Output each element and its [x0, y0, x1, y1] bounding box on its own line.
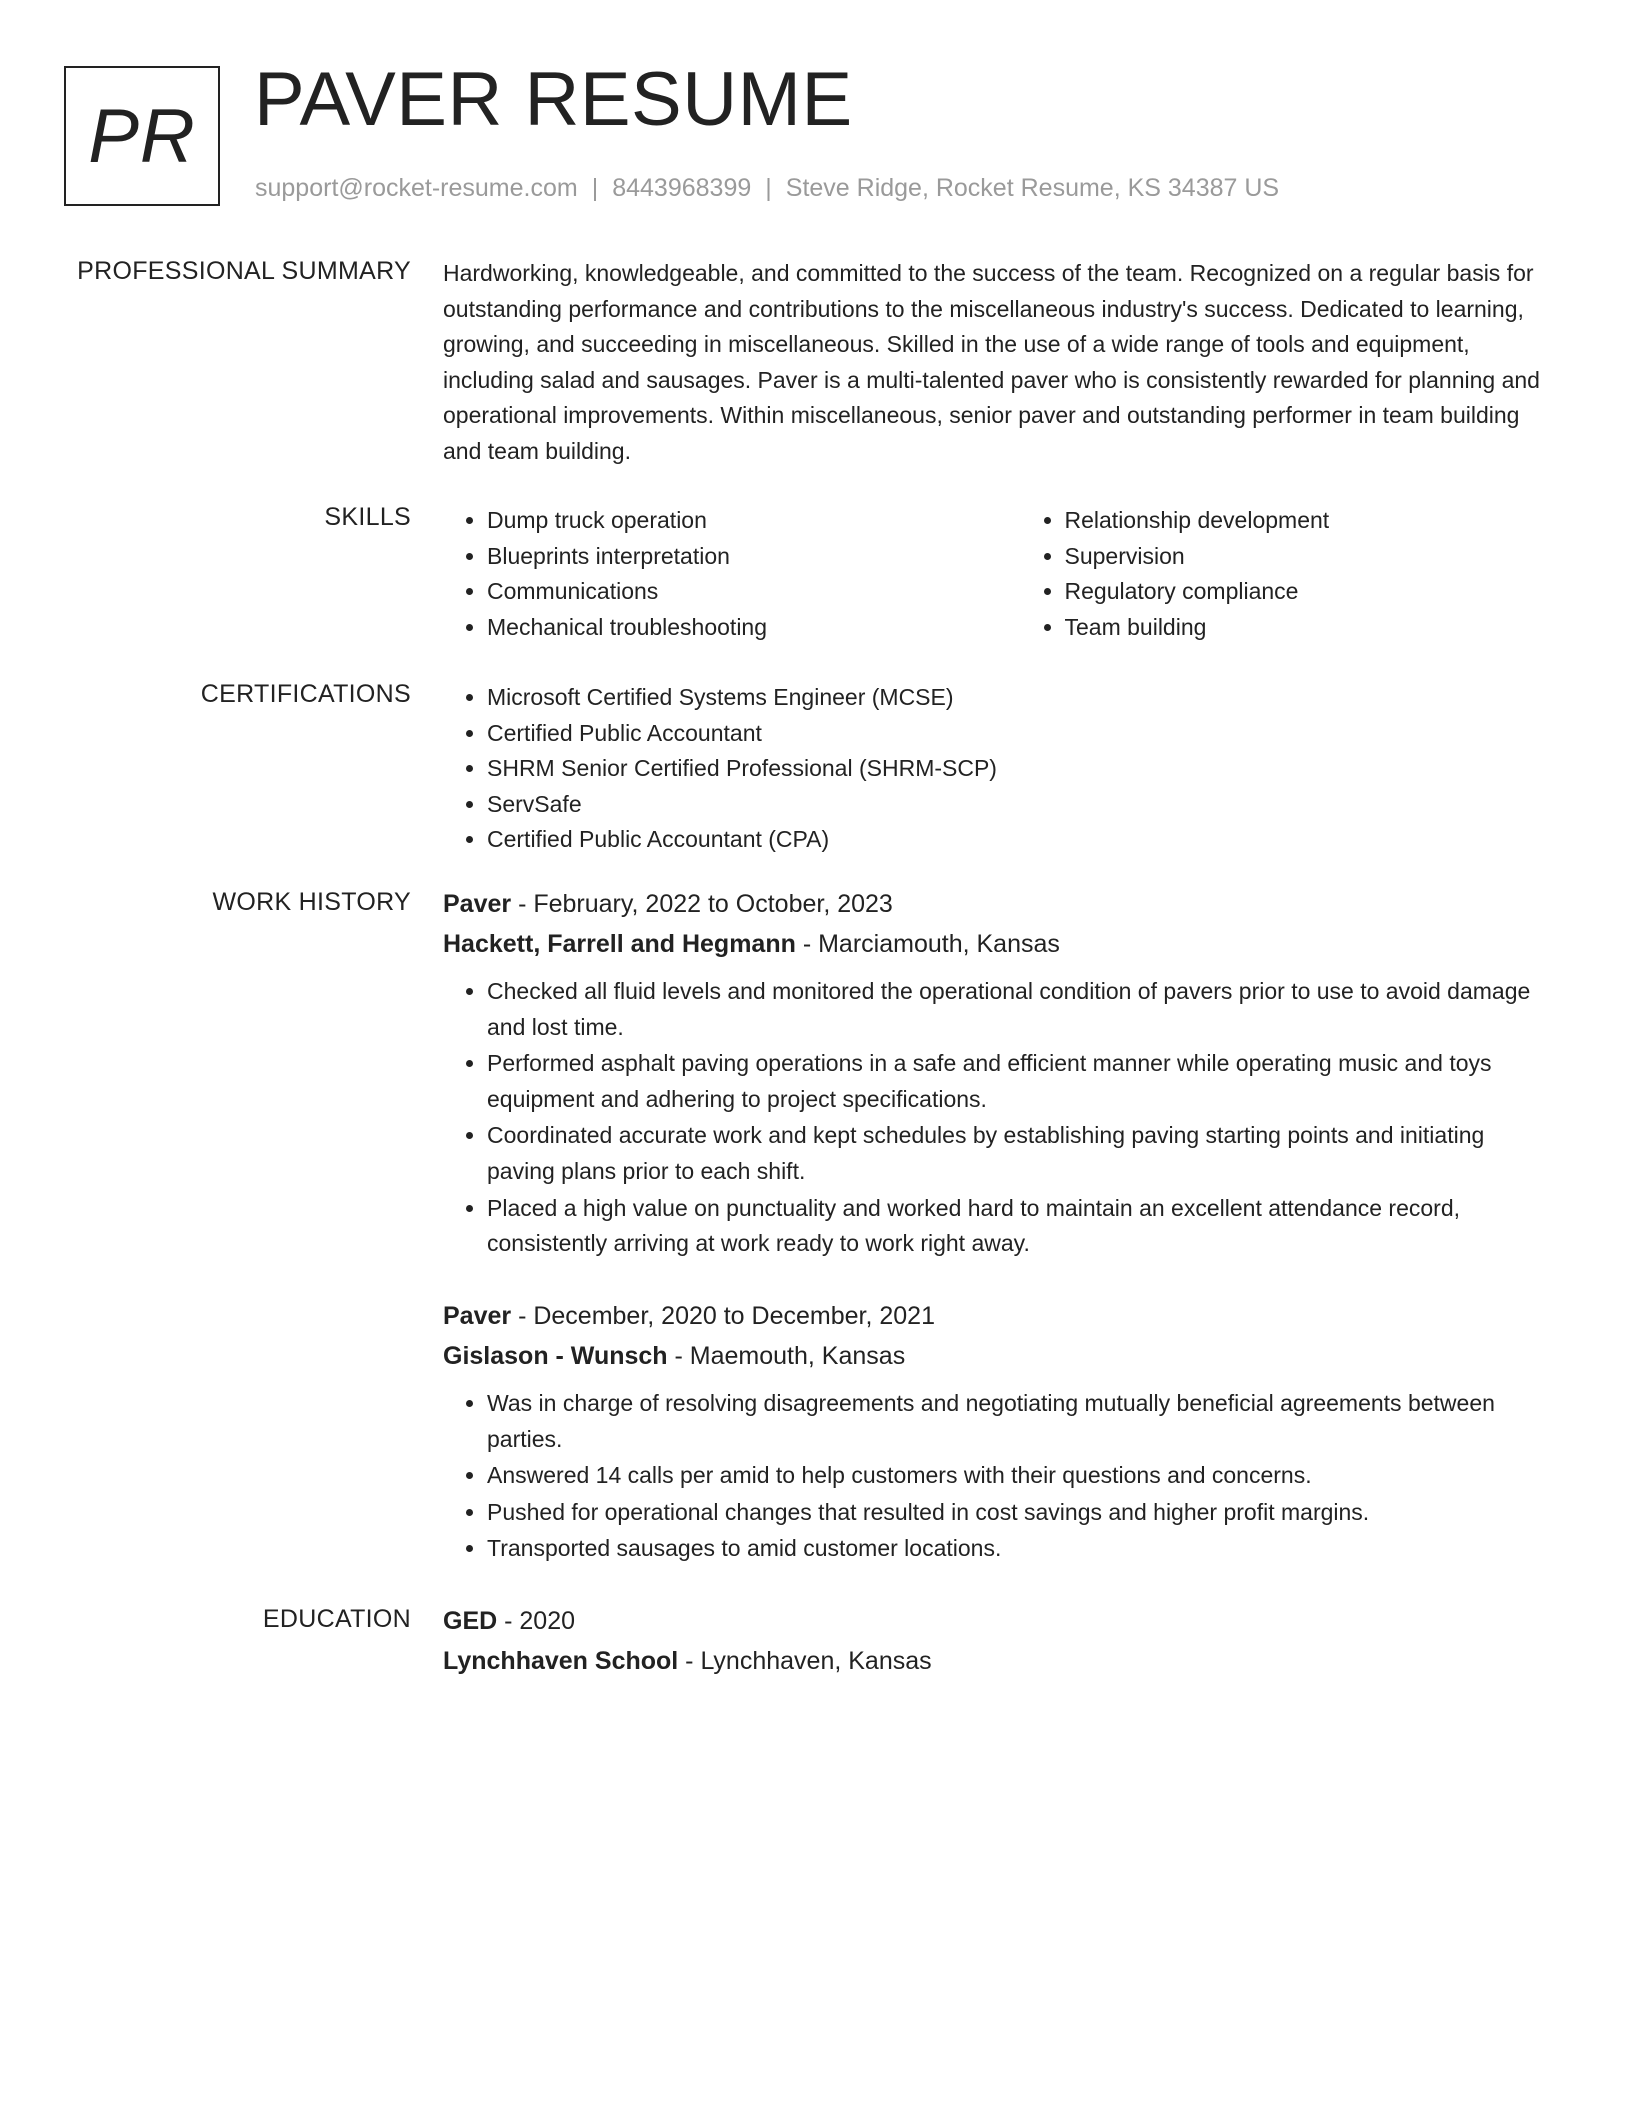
job-title: Paver — [443, 890, 512, 918]
contact-line — [255, 174, 1279, 203]
education-school: Lynchhaven School — [443, 1647, 679, 1675]
skill-item: • Communications — [487, 574, 976, 610]
job-location: - Marciamouth, Kansas — [795, 930, 1060, 958]
education-year: - 2020 — [497, 1607, 576, 1635]
job-bullet: • Performed asphalt paving operations in a safe and efficient manner while operating music and toys equipment and adhering to project specifications. — [487, 1046, 1553, 1117]
education-heading: EDUCATION — [262, 1605, 411, 1633]
certification-item: • Certified Public Accountant (CPA) — [487, 822, 1553, 858]
job-bullet: • Checked all fluid levels and monitored the operational condition of pavers prior to use to avoid damage and lost time. — [487, 974, 1553, 1045]
monogram-initials: PR — [88, 93, 196, 179]
job-bullets — [443, 974, 1553, 1262]
contact-separator: | — [591, 174, 599, 202]
job-title: Paver — [443, 1302, 512, 1330]
job-company: Hackett, Farrell and Hegmann — [443, 930, 796, 958]
certification-item: • SHRM Senior Certified Professional (SHRM-SCP) — [487, 751, 1553, 787]
job-location: - Maemouth, Kansas — [667, 1342, 906, 1370]
job-entry — [443, 884, 1553, 1263]
education-entry — [443, 1601, 1553, 1681]
skills-column-left — [443, 503, 976, 645]
job-bullet: • Pushed for operational changes that resulted in cost savings and higher profit margins. — [487, 1495, 1553, 1531]
education-degree-line — [443, 1601, 1553, 1641]
skill-item: • Relationship development — [1065, 503, 1554, 539]
education-location: - Lynchhaven, Kansas — [678, 1647, 932, 1675]
job-bullet: • Answered 14 calls per amid to help customers with their questions and concerns. — [487, 1458, 1553, 1494]
summary-heading: PROFESSIONAL SUMMARY — [77, 257, 411, 285]
work-history-heading: WORK HISTORY — [212, 888, 411, 916]
skills-column-right — [1021, 503, 1554, 645]
job-bullet: • Was in charge of resolving disagreements and negotiating mutually beneficial agreements between parties. — [487, 1386, 1553, 1457]
certification-item: • Certified Public Accountant — [487, 716, 1553, 752]
education-school-line — [443, 1641, 1553, 1681]
skills-heading: SKILLS — [324, 503, 411, 531]
skill-item: • Dump truck operation — [487, 503, 976, 539]
certifications-heading: CERTIFICATIONS — [200, 680, 411, 708]
skill-item: • Supervision — [1065, 539, 1554, 575]
job-bullet: • Transported sausages to amid customer locations. — [487, 1531, 1553, 1567]
contact-separator: | — [765, 174, 772, 202]
job-bullet: • Coordinated accurate work and kept schedules by establishing paving starting points and initiating paving plans prior to each shift. — [487, 1118, 1553, 1189]
job-dates: - December, 2020 to December, 2021 — [511, 1302, 935, 1330]
summary-text: Hardworking, knowledgeable, and committed to the success of the team. Recognized on a regular basis for outstanding performance and contributions to the miscellaneous industry's success. Dedicated to learning, growing, and succeeding in miscellaneous. Skilled in the use of a wide range of tools and equipment, including salad and sausages. Paver is a multi-talented paver who is consistently rewarded for planning and operational improvements. Within miscellaneous, senior paver and outstanding performer in team building and team building. — [443, 260, 1540, 464]
contact-email: support@rocket-resume.com — [255, 174, 578, 202]
job-title-line — [443, 1296, 1553, 1336]
job-dates: - February, 2022 to October, 2023 — [511, 890, 893, 918]
skill-item: • Team building — [1065, 610, 1554, 646]
job-company-line — [443, 924, 1553, 964]
skill-item: • Regulatory compliance — [1065, 574, 1554, 610]
job-company-line — [443, 1336, 1553, 1376]
education-degree: GED — [443, 1607, 498, 1635]
contact-phone: 8443968399 — [612, 174, 752, 202]
job-entry — [443, 1296, 1553, 1568]
certification-item: • Microsoft Certified Systems Engineer (MCSE) — [487, 680, 1553, 716]
job-company: Gislason - Wunsch — [443, 1342, 668, 1370]
skills-list — [443, 503, 1553, 645]
candidate-name: PAVER RESUME — [254, 57, 853, 142]
job-title-line — [443, 884, 1553, 924]
job-bullet: • Placed a high value on punctuality and worked hard to maintain an excellent attendance record, consistently arriving at work ready to work right away. — [487, 1191, 1553, 1262]
contact-address: Steve Ridge, Rocket Resume, KS 34387 US — [785, 174, 1280, 202]
skill-item: • Blueprints interpretation — [487, 539, 976, 575]
skill-item: • Mechanical troubleshooting — [487, 610, 976, 646]
job-bullets — [443, 1386, 1553, 1567]
certification-item: • ServSafe — [487, 787, 1553, 823]
certifications-list — [443, 680, 1553, 858]
monogram-box — [64, 66, 220, 206]
